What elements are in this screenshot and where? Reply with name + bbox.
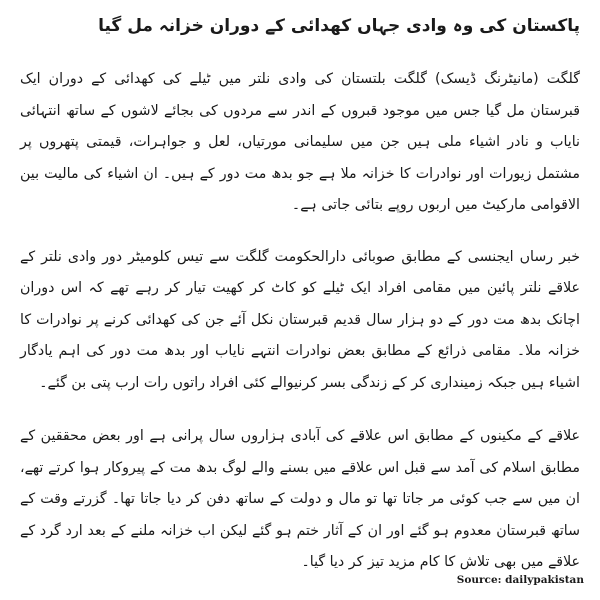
article-paragraph-1: گلگت (مانیٹرنگ ڈیسک) گلگت بلتستان کی وادی نلتر میں ٹیلے کی کھدائی کے دوران ایک قبرستان مل گیا جس میں موجود قبروں کے اندر سے مردوں کی بجائے لاشوں کے ساتھ انتہائی نایاب و نادر اشیاء ملی ہیں جن میں سلیمانی مورتیاں، لعل و جواہرات، قیمتی پتھروں پر مشتمل زیورات اور نوادرات کا خزانہ ملا ہے جو بدھ مت دور کے ہیں۔ ان اشیاء کی مالیت بین الاقوامی مارکیٹ میں اربوں روپے بتائی جاتی ہے۔ [20, 71, 580, 213]
source-credit: Source: dailypakistan [456, 574, 584, 586]
article-title: پاکستان کی وہ وادی جہاں کھدائی کے دوران خزانہ مل گیا [98, 16, 580, 36]
article-paragraph-3: علاقے کے مکینوں کے مطابق اس علاقے کی آبادی ہزاروں سال پرانی ہے اور بعض محققین کے مطابق اسلام کی آمد سے قبل اس علاقے میں بسنے والے لوگ بدھ مت کے پیروکار ہوا کرتے تھے، ان میں سے جب کوئی مر جاتا تھا تو مال و دولت کے ساتھ دفن کر دیا جاتا تھا۔ گزرتے وقت کے ساتھ قبرستان معدوم ہو گئے اور ان کے آثار ختم ہو گئے لیکن اب خزانہ ملنے کے بعد ارد گرد کے علاقے میں بھی تلاش کا کام مزید تیز کر دیا گیا۔ [20, 428, 580, 570]
article-paragraph-2: خبر رساں ایجنسی کے مطابق صوبائی دارالحکومت گلگت سے تیس کلومیٹر دور وادی نلتر کے علاقے نلتر پائین میں مقامی افراد ایک ٹیلے کو کاٹ کر کھیت تیار کر رہے تھے کہ اس دوران اچانک بدھ مت دور کے دو ہزار سال قدیم قبرستان نکل آئے جن کی کھدائی کرنے پر نوادرات کا خزانہ ملا۔ مقامی ذرائع کے مطابق بعض نوادرات انتہے نایاب اور بدھ مت دور کی اہم یادگار اشیاء ہیں جبکہ زمینداری کر کے زندگی بسر کرنیوالے کئی افراد راتوں رات ارب پتی بن گئے۔ [20, 248, 580, 391]
